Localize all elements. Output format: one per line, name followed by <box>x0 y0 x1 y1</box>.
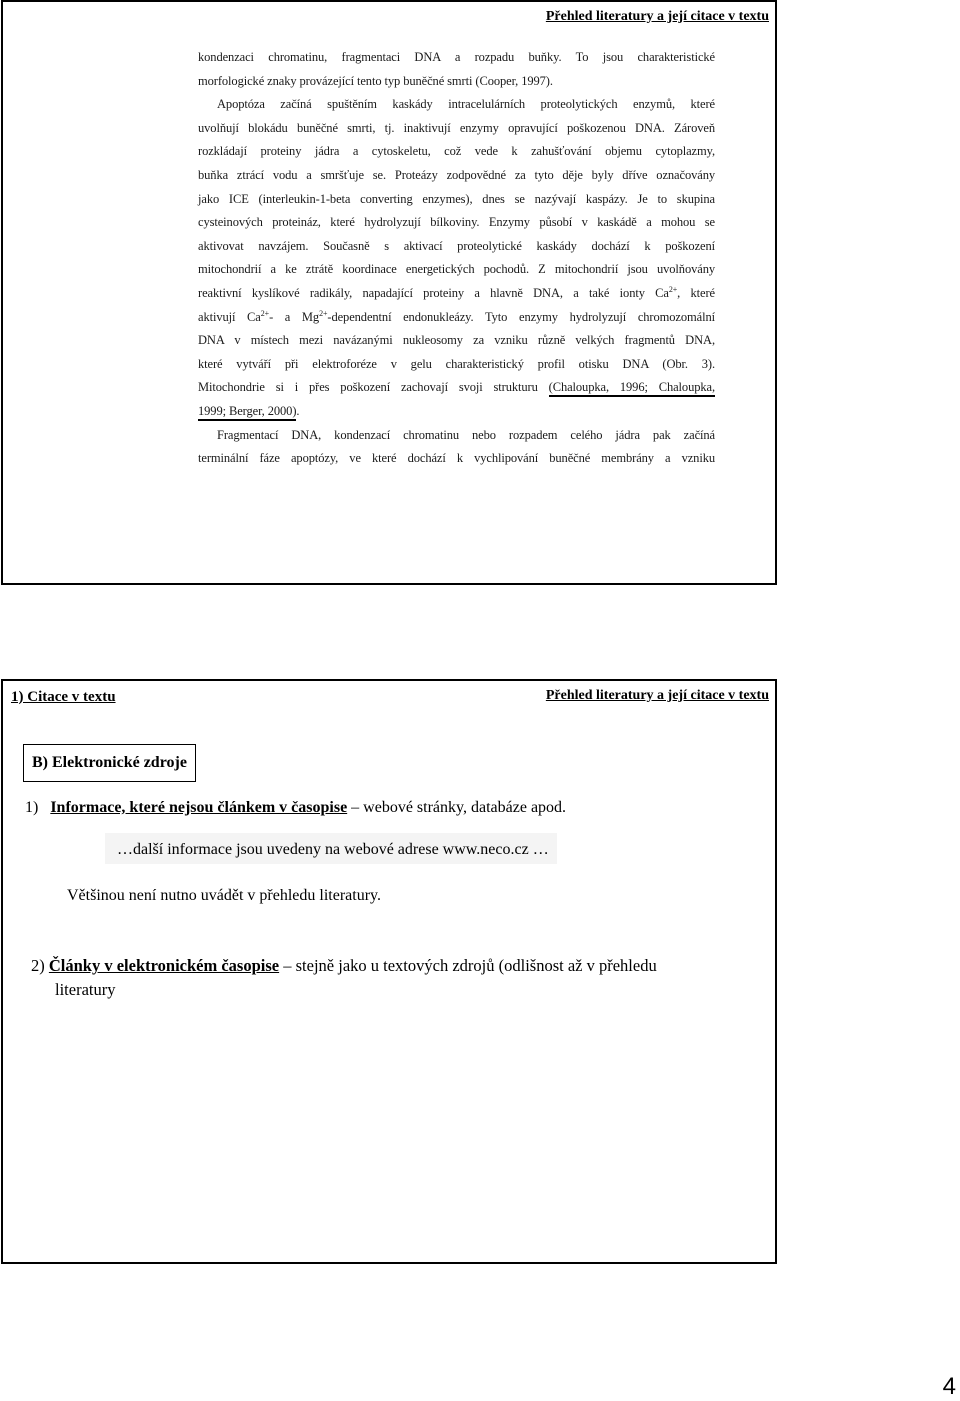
scan-line <box>198 400 715 424</box>
scan-line: terminální fáze apoptózy, ve které dochází k vychlipování buněčné membrány a vzniku <box>198 451 715 466</box>
scan-line: Apoptóza začíná spuštěním kaskády intracelulárních proteolytických enzymů, které <box>217 97 715 112</box>
item-label: Informace, které nejsou článkem v časopise <box>50 799 348 816</box>
scanned-text-excerpt <box>198 46 715 471</box>
scan-line: cysteinových proteináz, které hydrolyzují bílkoviny. Enzymy působí v kaskádě a mohou se <box>198 215 715 230</box>
list-item-2 <box>31 954 775 1002</box>
superscript: 2+ <box>260 308 270 318</box>
boxed-title: B) Elektronické zdroje <box>23 744 196 782</box>
scan-line: rozkládají proteiny jádra a cytoskeletu, což vede k zahušťování objemu cytoplazmy, <box>198 144 715 159</box>
scan-line: Fragmentací DNA, kondenzací chromatinu nebo rozpadem celého jádra pak začíná <box>217 427 715 442</box>
superscript: 2+ <box>319 308 328 318</box>
item-text: – stejně jako u textových zdrojů (odlišnost až v přehledu <box>279 956 657 975</box>
scan-text: , které <box>677 285 715 300</box>
item-text: – webové stránky, databáze apod. <box>347 799 567 816</box>
page-number: 4 <box>942 1373 956 1400</box>
scan-line <box>198 376 715 400</box>
slide-1 <box>1 0 777 585</box>
item-text-continued: literatury <box>55 980 116 999</box>
note-box: …další informace jsou uvedeny na webové adrese www.neco.cz … <box>105 833 557 864</box>
section-label: 1) Citace v textu <box>11 689 116 705</box>
scan-line: DNA v místech mezi navázanými nukleosomy za vzniku různě velkých fragmentů DNA, <box>198 333 715 348</box>
scan-text: reaktivní kyslíkové radikály, napadající proteiny a hlavně DNA, a také ionty Ca <box>198 285 669 300</box>
scan-line: buňka ztrácí vodu a smršťuje se. Proteázy zodpovědné za tyto děje byly dříve označovány <box>198 167 715 182</box>
highlighted-citation: (Chaloupka, 1996; Chaloupka, <box>549 380 715 397</box>
scan-text: - a Mg <box>269 309 320 324</box>
slide-header-title: Přehled literatury a její citace v textu <box>545 9 769 24</box>
scan-text: aktivují Ca <box>198 309 261 324</box>
note-text: Většinou není nutno uvádět v přehledu literatury. <box>67 887 381 904</box>
superscript: 2+ <box>668 284 678 294</box>
slide-header-title: Přehled literatury a její citace v textu <box>545 688 769 703</box>
highlighted-citation: 1999; Berger, 2000) <box>198 404 296 421</box>
item-label: Články v elektronickém časopise <box>48 956 280 975</box>
list-number: 2) <box>31 956 49 975</box>
scan-line: jako ICE (interleukin-1-beta converting enzymes), dnes se nazývají kaspázy. Je to skupina <box>198 191 715 206</box>
scan-line: morfologické znaky provázející tento typ buněčné smrti (Cooper, 1997). <box>198 73 553 88</box>
scan-text: -dependentní endonukleázy. Tyto enzymy hydrolyzují chromozomální <box>327 309 715 324</box>
scan-line: aktivovat navzájem. Současně s aktivací proteolytické kaskády dochází k poškození <box>198 238 715 253</box>
scan-line <box>198 282 715 306</box>
slide-2 <box>1 679 777 1264</box>
scan-line <box>198 306 715 330</box>
list-item-1 <box>25 799 566 817</box>
scan-line: uvolňují blokádu buněčné smrti, tj. inaktivují enzymy opravující poškozenou DNA. Zároveň <box>198 120 715 135</box>
scan-line: mitochondrií a ke ztrátě koordinace energetických pochodů. Z mitochondrií jsou uvolňovány <box>198 262 715 277</box>
scan-text: Mitochondrie si i přes poškození zachovají svoji strukturu <box>198 380 549 395</box>
list-number: 1) <box>25 799 39 816</box>
scan-text: . <box>296 403 300 418</box>
scan-line: kondenzaci chromatinu, fragmentaci DNA a rozpadu buňky. To jsou charakteristické <box>198 50 715 64</box>
scan-line: které vytváří při elektroforéze v gelu charakteristický profil otisku DNA (Obr. 3). <box>198 356 715 371</box>
